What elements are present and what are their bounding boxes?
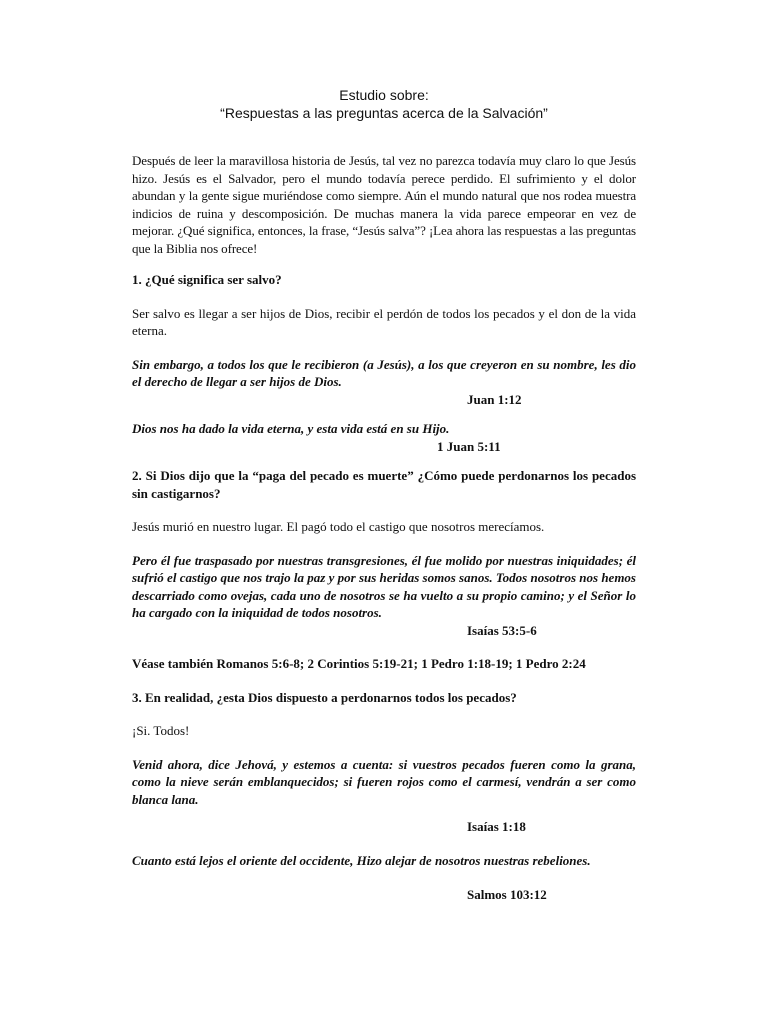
intro-paragraph: Después de leer la maravillosa historia de Jesús, tal vez no parezca todavía muy claro lo que Jesús hizo. Jesús es el Salvador, pero el mundo todavía perece perdido. El sufrimiento y el dolor abundan y la gente sigue muriéndose como siempre. Aún el mundo natural que nos rodea muestra indicios de ruina y descomposición. De muchas manera la vida parece empeorar en vez de mejorar. ¿Qué significa, entonces, la frase, “Jesús salva”? ¡Lea ahora las respuestas a las preguntas que la Biblia nos ofrece!: [132, 153, 636, 256]
verse-3: Pero él fue traspasado por nuestras transgresiones, él fue molido por nuestras iniquidades; él sufrió el castigo que nos trajo la paz y por sus heridas somos sanos. Todos nosotros nos hemos descarriado como ovejas, cada uno de nosotros se ha vuelto a su propio camino; y el Señor lo ha cargado con la iniquidad de todos nosotros.: [132, 552, 636, 620]
verse-5-reference: Salmos 103:12: [467, 887, 547, 902]
answer-1: Ser salvo es llegar a ser hijos de Dios, recibir el perdón de todos los pecados y el don de la vida eterna.: [132, 305, 636, 338]
question-1: 1. ¿Qué significa ser salvo?: [132, 272, 282, 287]
title-line-1: Estudio sobre:: [339, 87, 429, 103]
answer-3: ¡Si. Todos!: [132, 723, 190, 738]
verse-2: Dios nos ha dado la vida eterna, y esta vida está en su Hijo.: [132, 421, 450, 436]
document-title: [132, 86, 636, 122]
see-also-references: Véase también Romanos 5:6-8; 2 Corintios 5:19-21; 1 Pedro 1:18-19; 1 Pedro 2:24: [132, 656, 586, 671]
verse-5: Cuanto está lejos el oriente del occidente, Hizo alejar de nosotros nuestras rebeliones.: [132, 852, 591, 868]
verse-3-reference: Isaías 53:5-6: [467, 622, 537, 638]
title-line-2: “Respuestas a las preguntas acerca de la Salvación”: [220, 105, 548, 121]
answer-2: Jesús murió en nuestro lugar. El pagó todo el castigo que nosotros merecíamos.: [132, 519, 545, 534]
verse-1: Sin embargo, a todos los que le recibieron (a Jesús), a los que creyeron en su nombre, les dio el derecho de llegar a ser hijos de Dios.: [132, 356, 636, 389]
verse-4-reference: Isaías 1:18: [467, 819, 526, 834]
verse-2-reference: 1 Juan 5:11: [437, 438, 501, 454]
verse-4: Venid ahora, dice Jehová, y estemos a cuenta: si vuestros pecados fueren como la grana, como la nieve serán emblanquecidos; si fueren rojos como el carmesí, vendrán a ser como blanca lana.: [132, 756, 636, 807]
question-2: 2. Si Dios dijo que la “paga del pecado es muerte” ¿Cómo puede perdonarnos los pecados sin castigarnos?: [132, 468, 636, 501]
verse-1-reference: Juan 1:12: [467, 391, 522, 407]
question-3: 3. En realidad, ¿esta Dios dispuesto a perdonarnos todos los pecados?: [132, 689, 517, 705]
document-page: [132, 86, 636, 916]
